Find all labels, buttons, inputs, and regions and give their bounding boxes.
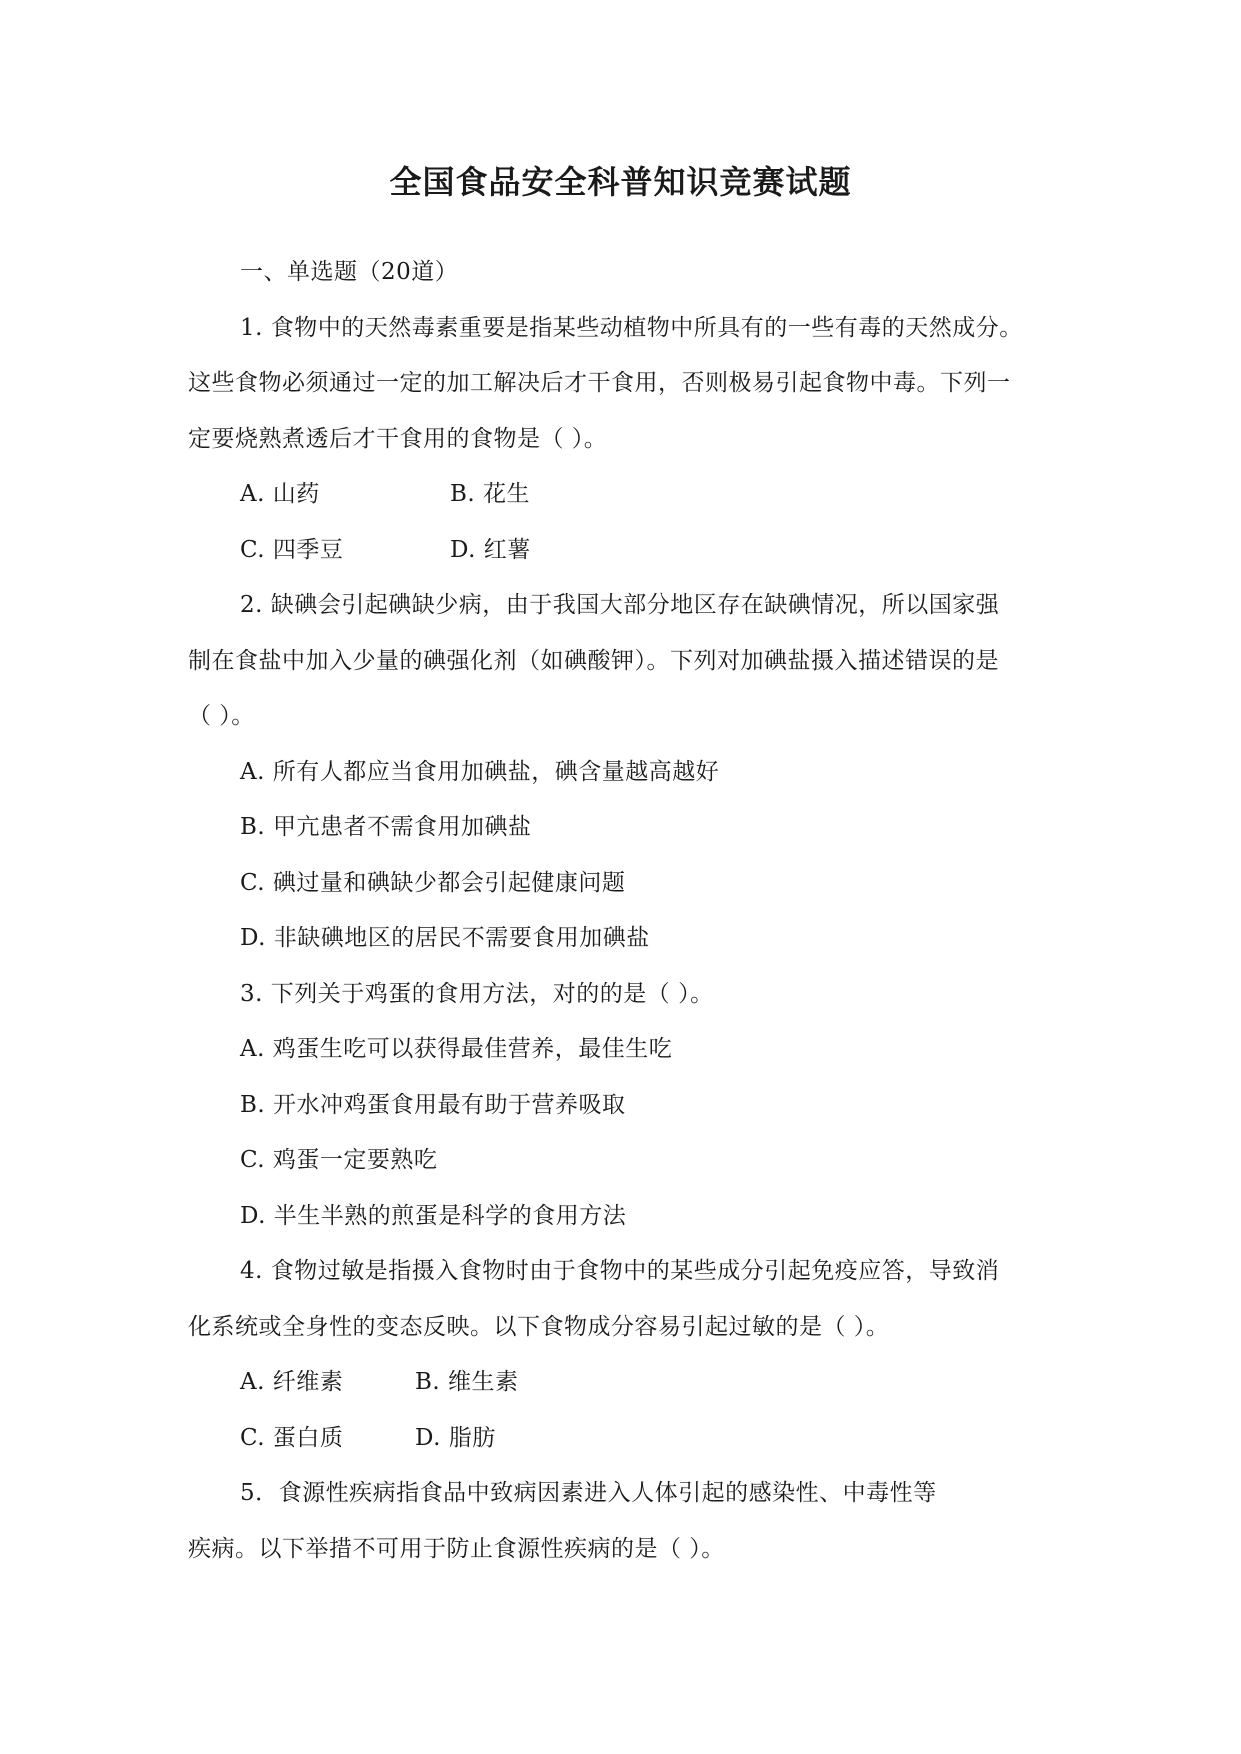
option-b: B. 花生 [450, 481, 531, 507]
question-text-line: 4. 食物过敏是指摄入食物时由于食物中的某些成分引起免疫应答，导致消 [240, 1258, 1000, 1284]
option-c: C. 四季豆 [240, 536, 344, 563]
option-c: C. 鸡蛋一定要熟吃 [240, 1147, 438, 1173]
option-a: A. 鸡蛋生吃可以获得最佳营养，最佳生吃 [240, 1036, 673, 1062]
option-d: D. 脂肪 [415, 1424, 496, 1451]
option-row [188, 1418, 1058, 1474]
question-text-line: 定要烧熟煮透后才干食用的食物是（ ）。 [188, 425, 608, 452]
document-body [188, 252, 1058, 1584]
option-a: A. 纤维素 [240, 1369, 344, 1395]
question-3 [188, 974, 1058, 1252]
question-text-line: （ ）。 [188, 703, 255, 729]
option-row [188, 530, 1058, 586]
question-text-line: 3. 下列关于鸡蛋的食用方法，对的的是（ ）。 [240, 980, 714, 1007]
question-text-line: 这些食物必须通过一定的加工解决后才干食用，否则极易引起食物中毒。下列一 [188, 370, 1011, 396]
section-heading: 一、单选题（20道） [240, 259, 459, 285]
option-c: C. 蛋白质 [240, 1424, 344, 1451]
option-d: D. 半生半熟的煎蛋是科学的食用方法 [240, 1202, 627, 1229]
question-text-line: 疾病。以下举措不可用于防止食源性疾病的是（ ）。 [188, 1535, 725, 1562]
option-d: D. 红薯 [450, 536, 531, 563]
option-row [188, 474, 1058, 530]
question-text-line: 2. 缺碘会引起碘缺少病，由于我国大部分地区存在缺碘情况，所以国家强 [240, 592, 1000, 618]
question-text-line: 1. 食物中的天然毒素重要是指某些动植物中所具有的一些有毒的天然成分。 [240, 314, 1023, 341]
option-d: D. 非缺碘地区的居民不需要食用加碘盐 [240, 925, 650, 951]
option-b: B. 甲亢患者不需食用加碘盐 [240, 814, 532, 840]
option-b: B. 维生素 [415, 1369, 519, 1395]
question-text-line: 化系统或全身性的变态反映。以下食物成分容易引起过敏的是（ ）。 [188, 1313, 890, 1340]
option-c: C. 碘过量和碘缺少都会引起健康问题 [240, 869, 626, 896]
option-a: A. 所有人都应当食用加碘盐，碘含量越高越好 [240, 758, 720, 785]
question-text-line: 制在食盐中加入少量的碘强化剂（如碘酸钾）。下列对加碘盐摄入描述错误的是 [188, 647, 999, 674]
question-4 [188, 1251, 1058, 1473]
question-1 [188, 308, 1058, 586]
option-row [188, 1362, 1058, 1418]
question-2 [188, 585, 1058, 974]
option-a: A. 山药 [240, 481, 320, 507]
question-5 [188, 1473, 1058, 1584]
question-text-line: 5．食源性疾病指食品中致病因素进入人体引起的感染性、中毒性等 [240, 1480, 937, 1506]
option-b: B. 开水冲鸡蛋食用最有助于营养吸取 [240, 1091, 626, 1118]
document-title: 全国食品安全科普知识竞赛试题 [389, 163, 852, 201]
